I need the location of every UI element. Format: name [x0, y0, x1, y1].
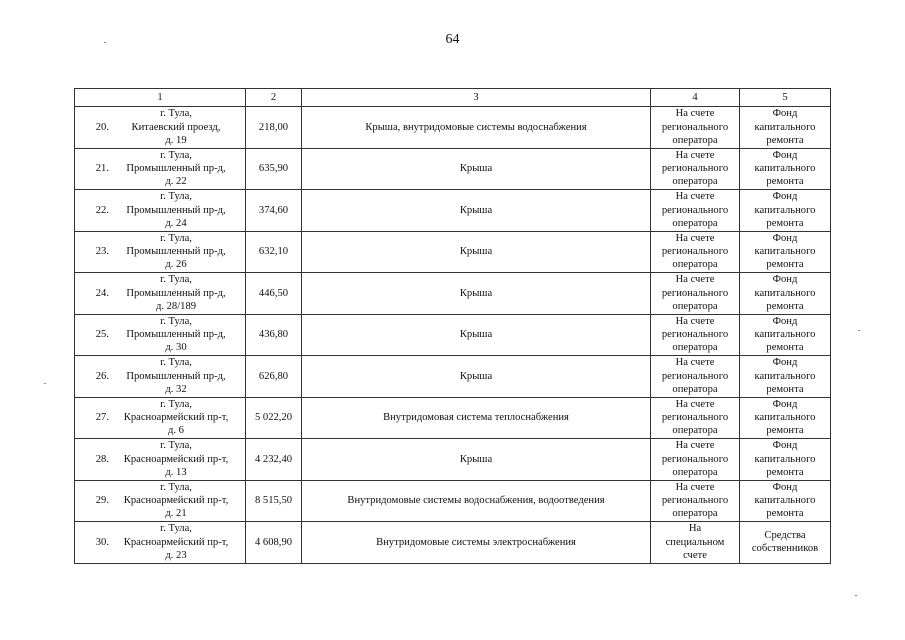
row-number: 20.: [95, 121, 109, 133]
table-row: [75, 148, 831, 190]
account-line: регионального: [661, 246, 729, 258]
fund-line: ремонта: [766, 217, 804, 229]
address-line: Промышленный пр-д,: [126, 287, 226, 299]
row-number: 28.: [95, 453, 109, 465]
table-body: [75, 89, 831, 564]
fund-line: Фонд: [772, 274, 798, 286]
account-line: На счете: [675, 149, 715, 161]
account-line: На счете: [675, 232, 715, 244]
work-type-cell: Крыша, внутридомовые системы водоснабжения: [302, 107, 651, 149]
address-line: Красноармейский пр-т,: [123, 453, 229, 465]
account-line: оператора: [672, 342, 718, 354]
address-cell: [75, 397, 246, 439]
fund-line: собственников: [751, 543, 819, 555]
table-row: [75, 231, 831, 273]
header-col-5: 5: [740, 89, 831, 107]
fund-line: Фонд: [772, 232, 798, 244]
row-number: 30.: [95, 536, 109, 548]
row-number: 23.: [95, 246, 109, 258]
fund-line: капитального: [754, 412, 816, 424]
work-type-cell: Внутридомовые системы электроснабжения: [302, 522, 651, 564]
row-number: 21.: [95, 163, 109, 175]
table-row: [75, 522, 831, 564]
fund-cell: [740, 190, 831, 232]
account-cell: [651, 107, 740, 149]
address-line: г. Тула,: [160, 398, 192, 410]
area-cell: 436,80: [246, 314, 302, 356]
account-line: регионального: [661, 495, 729, 507]
account-cell: [651, 439, 740, 481]
account-cell: [651, 356, 740, 398]
address-line: д. 26: [165, 259, 187, 271]
fund-line: капитального: [754, 370, 816, 382]
address-cell: [75, 190, 246, 232]
address-line: Китаевский проезд,: [131, 121, 221, 133]
fund-line: ремонта: [766, 508, 804, 520]
address-line: Красноармейский пр-т,: [123, 412, 229, 424]
header-col-4: 4: [651, 89, 740, 107]
address-cell: [75, 107, 246, 149]
row-number: 26.: [95, 370, 109, 382]
area-cell: 446,50: [246, 273, 302, 315]
account-line: На счете: [675, 357, 715, 369]
fund-cell: [740, 522, 831, 564]
address-line: д. 24: [165, 217, 187, 229]
address-line: д. 6: [168, 425, 184, 437]
fund-line: ремонта: [766, 259, 804, 271]
scan-speck: [44, 383, 46, 384]
fund-line: Средства: [764, 529, 806, 541]
account-line: На счете: [675, 315, 715, 327]
account-line: оператора: [672, 508, 718, 520]
row-number: 22.: [95, 204, 109, 216]
table-row: [75, 107, 831, 149]
fund-line: капитального: [754, 163, 816, 175]
address-line: д. 30: [165, 342, 187, 354]
table-row: [75, 190, 831, 232]
fund-line: ремонта: [766, 176, 804, 188]
address-line: Красноармейский пр-т,: [123, 536, 229, 548]
fund-line: капитального: [754, 204, 816, 216]
address-cell: [75, 356, 246, 398]
address-cell: [75, 148, 246, 190]
area-cell: 4 608,90: [246, 522, 302, 564]
header-col-2: 2: [246, 89, 302, 107]
table-row: [75, 397, 831, 439]
account-line: регионального: [661, 163, 729, 175]
fund-line: капитального: [754, 246, 816, 258]
address-line: д. 13: [165, 466, 187, 478]
area-cell: 635,90: [246, 148, 302, 190]
table-row: [75, 356, 831, 398]
fund-cell: [740, 148, 831, 190]
account-line: На счете: [675, 108, 715, 120]
account-line: регионального: [661, 121, 729, 133]
fund-cell: [740, 397, 831, 439]
row-number: 27.: [95, 412, 109, 424]
work-type-cell: Крыша: [302, 356, 651, 398]
account-line: На счете: [675, 440, 715, 452]
work-type-cell: Крыша: [302, 190, 651, 232]
address-line: г. Тула,: [160, 191, 192, 203]
work-type-cell: Крыша: [302, 314, 651, 356]
account-line: оператора: [672, 466, 718, 478]
scan-speck: [104, 42, 106, 43]
address-cell: [75, 439, 246, 481]
account-line: На счете: [675, 481, 715, 493]
fund-cell: [740, 273, 831, 315]
address-cell: [75, 522, 246, 564]
fund-line: капитального: [754, 453, 816, 465]
account-line: оператора: [672, 134, 718, 146]
fund-line: ремонта: [766, 342, 804, 354]
area-cell: 5 022,20: [246, 397, 302, 439]
account-line: На счете: [675, 274, 715, 286]
work-type-cell: Крыша: [302, 231, 651, 273]
table-row: [75, 314, 831, 356]
fund-line: Фонд: [772, 398, 798, 410]
account-cell: [651, 522, 740, 564]
fund-line: ремонта: [766, 383, 804, 395]
address-line: д. 28/189: [155, 300, 197, 312]
address-line: д. 32: [165, 383, 187, 395]
account-line: оператора: [672, 383, 718, 395]
table-row: [75, 480, 831, 522]
fund-line: ремонта: [766, 425, 804, 437]
address-line: г. Тула,: [160, 108, 192, 120]
account-line: оператора: [672, 259, 718, 271]
address-line: д. 23: [165, 549, 187, 561]
account-line: оператора: [672, 300, 718, 312]
area-cell: 218,00: [246, 107, 302, 149]
address-cell: [75, 314, 246, 356]
work-type-cell: Крыша: [302, 273, 651, 315]
address-cell: [75, 480, 246, 522]
account-cell: [651, 397, 740, 439]
address-line: г. Тула,: [160, 149, 192, 161]
address-line: Красноармейский пр-т,: [123, 495, 229, 507]
fund-line: Фонд: [772, 191, 798, 203]
fund-line: Фонд: [772, 108, 798, 120]
table-row: [75, 273, 831, 315]
account-line: оператора: [672, 176, 718, 188]
address-line: д. 22: [165, 176, 187, 188]
address-line: Промышленный пр-д,: [126, 163, 226, 175]
account-line: На: [688, 523, 702, 535]
fund-line: Фонд: [772, 481, 798, 493]
address-line: г. Тула,: [160, 481, 192, 493]
address-line: Промышленный пр-д,: [126, 370, 226, 382]
work-type-cell: Внутридомовые системы водоснабжения, водоотведения: [302, 480, 651, 522]
area-cell: 632,10: [246, 231, 302, 273]
area-cell: 4 232,40: [246, 439, 302, 481]
account-line: счете: [683, 549, 707, 561]
address-line: г. Тула,: [160, 440, 192, 452]
address-line: Промышленный пр-д,: [126, 329, 226, 341]
fund-line: Фонд: [772, 357, 798, 369]
address-line: д. 21: [165, 508, 187, 520]
fund-cell: [740, 314, 831, 356]
page-number: 64: [445, 32, 460, 47]
account-cell: [651, 480, 740, 522]
account-cell: [651, 148, 740, 190]
fund-line: Фонд: [772, 440, 798, 452]
account-line: На счете: [675, 191, 715, 203]
scan-speck: [858, 330, 860, 331]
area-cell: 8 515,50: [246, 480, 302, 522]
address-line: г. Тула,: [160, 232, 192, 244]
scan-speck: [855, 595, 857, 596]
header-row: [75, 89, 831, 107]
fund-cell: [740, 439, 831, 481]
row-number: 24.: [95, 287, 109, 299]
account-line: регионального: [661, 287, 729, 299]
fund-cell: [740, 480, 831, 522]
fund-cell: [740, 107, 831, 149]
address-line: Промышленный пр-д,: [126, 246, 226, 258]
address-line: г. Тула,: [160, 357, 192, 369]
fund-line: ремонта: [766, 300, 804, 312]
account-line: оператора: [672, 425, 718, 437]
address-line: д. 19: [165, 134, 187, 146]
work-type-cell: Крыша: [302, 439, 651, 481]
fund-line: капитального: [754, 495, 816, 507]
account-cell: [651, 190, 740, 232]
account-line: На счете: [675, 398, 715, 410]
table-row: [75, 439, 831, 481]
fund-cell: [740, 356, 831, 398]
work-type-cell: Внутридомовая система теплоснабжения: [302, 397, 651, 439]
fund-line: капитального: [754, 121, 816, 133]
fund-line: капитального: [754, 287, 816, 299]
account-cell: [651, 314, 740, 356]
area-cell: 374,60: [246, 190, 302, 232]
account-cell: [651, 273, 740, 315]
address-cell: [75, 231, 246, 273]
address-line: г. Тула,: [160, 523, 192, 535]
fund-line: капитального: [754, 329, 816, 341]
header-col-3: 3: [302, 89, 651, 107]
fund-line: Фонд: [772, 149, 798, 161]
address-line: г. Тула,: [160, 274, 192, 286]
account-line: регионального: [661, 370, 729, 382]
fund-line: Фонд: [772, 315, 798, 327]
address-line: г. Тула,: [160, 315, 192, 327]
repair-table: [74, 88, 831, 564]
account-line: регионального: [661, 412, 729, 424]
address-line: Промышленный пр-д,: [126, 204, 226, 216]
fund-line: ремонта: [766, 466, 804, 478]
account-line: регионального: [661, 453, 729, 465]
fund-cell: [740, 231, 831, 273]
account-line: оператора: [672, 217, 718, 229]
account-cell: [651, 231, 740, 273]
account-line: регионального: [661, 204, 729, 216]
header-col-1: 1: [75, 89, 246, 107]
row-number: 25.: [95, 329, 109, 341]
row-number: 29.: [95, 495, 109, 507]
account-line: регионального: [661, 329, 729, 341]
address-cell: [75, 273, 246, 315]
fund-line: ремонта: [766, 134, 804, 146]
area-cell: 626,80: [246, 356, 302, 398]
work-type-cell: Крыша: [302, 148, 651, 190]
account-line: специальном: [665, 536, 725, 548]
